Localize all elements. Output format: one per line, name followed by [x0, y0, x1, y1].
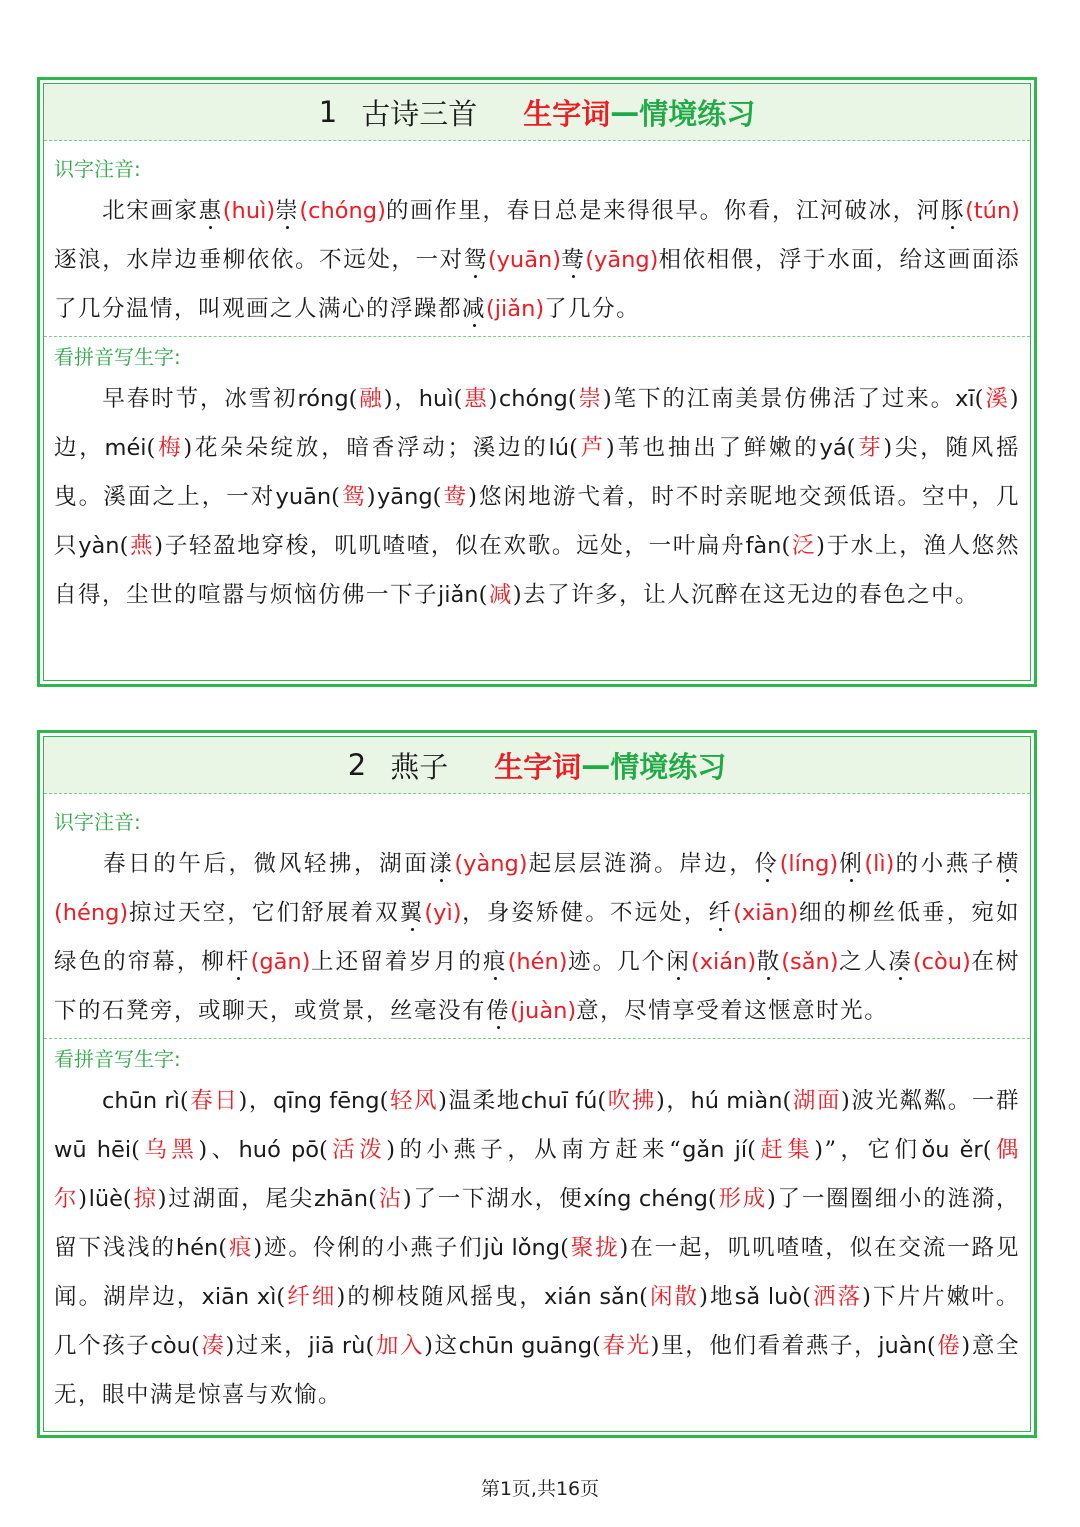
answer-char: 惠	[463, 386, 489, 412]
label-xiezi: 看拼音写生字:	[54, 345, 181, 369]
pinyin: xiān xì	[201, 1284, 277, 1310]
bracket: )	[488, 386, 499, 412]
pinyin: qīng fēng	[272, 1088, 380, 1114]
text-seg: 了几分。	[544, 296, 641, 322]
pinyin: (chóng)	[299, 198, 386, 224]
zhuyin-paragraph	[54, 840, 1020, 1036]
answer-char: 鸳	[341, 484, 367, 510]
answer-char: 沾	[378, 1186, 403, 1212]
target-char: 鸳	[463, 247, 488, 273]
pinyin: wū hēi	[54, 1137, 132, 1163]
lesson-header	[44, 737, 1030, 794]
text-seg: 早春时节，冰雪初	[102, 386, 298, 412]
text-seg: )，	[238, 1088, 273, 1114]
text-seg: 北宋画家	[102, 198, 199, 224]
text-seg: )的柳枝随风摇曳，	[336, 1284, 544, 1310]
lesson-header	[44, 84, 1030, 141]
pinyin: chūn guāng	[458, 1333, 592, 1359]
pinyin: (héng)	[54, 900, 129, 926]
lesson-card-1	[37, 77, 1037, 687]
pinyin: (tún)	[965, 198, 1020, 224]
answer-char: 梅	[156, 435, 184, 461]
pinyin: huó pō	[238, 1137, 320, 1163]
bracket: (	[597, 1088, 608, 1114]
bracket: (	[478, 582, 489, 608]
text-seg: 细的柳丝低垂，宛如绿色的帘幕，柳	[54, 900, 1020, 975]
text-seg: )下片片嫩叶。几个孩子	[54, 1284, 1020, 1359]
bracket: (	[591, 1333, 603, 1359]
text-seg: ，身姿矫健。不远处，	[461, 900, 709, 926]
pinyin: (yāng)	[585, 247, 659, 273]
text-seg: 一群	[971, 1088, 1021, 1114]
answer-char: 凑	[201, 1333, 226, 1359]
pinyin: (hén)	[507, 949, 568, 975]
bracket: (	[569, 435, 580, 461]
target-char: 鸯	[561, 247, 586, 273]
pinyin: yuān	[275, 484, 332, 510]
target-char: 闲	[666, 949, 691, 975]
tag-shengzici: 生字词	[494, 749, 582, 784]
bracket: (	[781, 533, 792, 559]
bracket: (	[131, 1137, 142, 1163]
text-seg: 的小燕子	[894, 851, 996, 877]
pinyin: ǒu ěr	[921, 1137, 983, 1163]
text-seg: )去了许多，让人沉醉在这无边的春色之中。	[512, 582, 980, 608]
text-seg: )的小燕子，从南方赶来“	[386, 1137, 683, 1163]
pinyin: (huì)	[222, 198, 276, 224]
pinyin: méi	[104, 435, 147, 461]
text-seg: 意，尽情享受着这惬意时光。	[576, 998, 889, 1024]
text-seg: 起层层涟漪。岸边，	[527, 851, 755, 877]
bracket: (	[218, 1235, 229, 1261]
text-seg: 的画作里，春日总是来得很早。你看，江河破冰，河	[385, 198, 941, 224]
text-seg: 之人	[838, 949, 889, 975]
pinyin: (lì)	[864, 851, 895, 877]
pinyin: (líng)	[779, 851, 839, 877]
pinyin: yá	[819, 435, 847, 461]
text-seg: )在一起，叽叽喳喳，似在交流一路见闻。湖岸边，	[54, 1235, 1020, 1310]
target-char: 痕	[483, 949, 508, 975]
pinyin: xián sǎn	[543, 1284, 640, 1310]
text-seg: )悠闲地游弋着，时不时亲昵地交颈低语。空中，几只	[54, 484, 1020, 559]
answer-char: 乌黑	[141, 1137, 199, 1163]
lesson-card-inner	[43, 736, 1031, 1432]
target-char: 伶	[754, 851, 780, 877]
text-seg: )苇也抽出了鲜嫩的	[605, 435, 820, 461]
text-seg: )，	[383, 386, 419, 412]
bracket: (	[974, 386, 985, 412]
lesson-title: 燕子	[390, 749, 449, 784]
answer-char: 洒落	[812, 1284, 863, 1310]
pinyin: hú miàn	[690, 1088, 783, 1114]
bracket: (	[331, 484, 342, 510]
text-seg: )里，他们看着燕子，	[650, 1333, 879, 1359]
pinyin: zhān	[313, 1186, 369, 1212]
answer-char: 鸯	[442, 484, 469, 510]
text-seg: )花朵朵绽放，暗香浮动；溪边的	[183, 435, 549, 461]
answer-char: 赶集	[757, 1137, 815, 1163]
target-char: 横	[995, 851, 1020, 877]
text-seg: )”，它们	[814, 1137, 922, 1163]
answer-char: 加入	[375, 1333, 425, 1359]
bracket: (	[276, 1284, 287, 1310]
bracket: (	[560, 1235, 571, 1261]
text-seg: )了一圈圈细小的涟漪，留下浅浅的	[54, 1186, 1020, 1261]
target-char: 倦	[486, 998, 511, 1024]
pinyin: chuī fú	[520, 1088, 598, 1114]
bracket: (	[982, 1137, 993, 1163]
pinyin: (xiān)	[733, 900, 799, 926]
text-seg: )温柔地	[438, 1088, 521, 1114]
text-seg: )地	[699, 1284, 735, 1310]
answer-char: 春日	[190, 1088, 239, 1114]
text-seg: )过来，	[225, 1333, 309, 1359]
page-footer: 第1页,共16页	[480, 1478, 600, 1500]
bracket: (	[146, 435, 157, 461]
answer-char: 春光	[602, 1333, 651, 1359]
label-xiezi: 看拼音写生字:	[54, 1047, 181, 1071]
pinyin: (yàng)	[454, 851, 528, 877]
pinyin: lú	[548, 435, 570, 461]
xiezi-paragraph	[54, 375, 1020, 620]
answer-char: 活泼	[329, 1137, 387, 1163]
answer-char: 偶尔	[54, 1137, 1020, 1212]
pinyin: (còu)	[912, 949, 971, 975]
label-zhuyin: 识字注音:	[54, 810, 141, 834]
answer-char: 溪	[984, 386, 1010, 412]
pinyin: juàn	[878, 1333, 927, 1359]
pinyin: (yì)	[424, 900, 462, 926]
bracket: (	[926, 1333, 938, 1359]
bracket: (	[782, 1088, 793, 1114]
answer-char: 泛	[791, 533, 817, 559]
lesson-card-inner	[43, 83, 1031, 681]
answer-char: 崇	[578, 386, 603, 412]
bracket: (	[802, 1284, 813, 1310]
target-char: 减	[462, 296, 487, 322]
text-seg: )了一下湖水，便	[402, 1186, 584, 1212]
text-seg: 在树下的石凳旁，或聊天，或赏景，丝毫没有	[54, 949, 1020, 1024]
pinyin: còu	[150, 1333, 191, 1359]
bracket: )	[78, 1186, 89, 1212]
bracket: (	[119, 533, 130, 559]
text-seg: )波光粼粼。	[841, 1088, 972, 1114]
xiezi-paragraph	[54, 1077, 1020, 1420]
lesson-card-2	[37, 730, 1037, 1438]
target-char: 杆	[225, 949, 251, 975]
text-seg: )这	[424, 1333, 459, 1359]
answer-char: 掠	[133, 1186, 158, 1212]
pinyin: róng	[297, 386, 349, 412]
text-seg: )，	[656, 1088, 691, 1114]
answer-char: 燕	[129, 533, 155, 559]
target-char: 散	[756, 949, 782, 975]
section-divider	[44, 336, 1030, 337]
answer-char: 吹拂	[607, 1088, 656, 1114]
answer-char: 芽	[856, 435, 884, 461]
pinyin: (xián)	[690, 949, 757, 975]
pinyin: yāng	[376, 484, 433, 510]
target-char: 漾	[429, 851, 455, 877]
tag-qingjing: 情境练习	[639, 96, 756, 131]
bracket: (	[747, 1137, 758, 1163]
tag-qingjing: 情境练习	[610, 749, 727, 784]
section-divider	[44, 1038, 1030, 1039]
answer-char: 闲散	[649, 1284, 700, 1310]
answer-char: 倦	[937, 1333, 962, 1359]
bracket: (	[319, 1137, 330, 1163]
pinyin: jù lǒng	[483, 1235, 561, 1261]
bracket: (	[122, 1186, 134, 1212]
bracket: (	[639, 1284, 650, 1310]
text-seg: )笔下的江南美景仿佛活了过来。	[602, 386, 956, 412]
pinyin: (yuān)	[487, 247, 562, 273]
bracket: (	[368, 1186, 379, 1212]
pinyin: lüè	[88, 1186, 123, 1212]
answer-char: 痕	[228, 1235, 254, 1261]
pinyin: chūn rì	[102, 1088, 180, 1114]
pinyin: (jiǎn)	[486, 296, 545, 322]
bracket: (	[453, 386, 464, 412]
bracket: (	[707, 1186, 719, 1212]
pinyin: chóng	[498, 386, 568, 412]
lesson-number: 2	[347, 748, 367, 782]
tag-dash: —	[581, 748, 611, 782]
answer-char: 减	[488, 582, 513, 608]
target-char: 豚	[940, 198, 966, 224]
text-seg: 上还留着岁月的	[310, 949, 483, 975]
answer-char: 纤细	[286, 1284, 337, 1310]
text-seg: )于水上，渔人悠然自得，尘世的喧嚣与烦恼仿佛一下子	[54, 533, 1020, 608]
bracket: (	[846, 435, 857, 461]
text-seg: 迹。几个	[567, 949, 667, 975]
answer-char: 湖面	[792, 1088, 842, 1114]
lesson-number: 1	[318, 95, 338, 129]
zhuyin-paragraph	[54, 187, 1020, 334]
text-seg: )子轻盈地穿梭，叽叽喳喳，似在欢歌。远处，一叶扁舟	[154, 533, 746, 559]
answer-char: 轻风	[389, 1088, 439, 1114]
answer-char: 融	[358, 386, 384, 412]
text-seg: )边，	[54, 386, 1020, 461]
label-zhuyin: 识字注音:	[54, 157, 141, 181]
pinyin: jiā rù	[308, 1333, 366, 1359]
target-char: 翼	[399, 900, 425, 926]
target-char: 俐	[838, 851, 865, 877]
target-char: 凑	[888, 949, 913, 975]
target-char: 纤	[708, 900, 734, 926]
pinyin: gǎn jí	[682, 1137, 748, 1163]
text-seg: )过湖面，尾尖	[157, 1186, 314, 1212]
pinyin: yàn	[78, 533, 120, 559]
text-seg: 相依相偎，浮于水面，给这画面添了几分温情，叫观画之人满心的浮躁都	[54, 247, 1020, 322]
pinyin: fàn	[745, 533, 782, 559]
bracket: (	[432, 484, 443, 510]
text-seg: )意全无，眼中满是惊喜与欢愉。	[54, 1333, 1020, 1408]
pinyin: xíng chéng	[583, 1186, 708, 1212]
bracket: (	[567, 386, 579, 412]
text-seg: )、	[198, 1137, 239, 1163]
tag-dash: —	[610, 95, 640, 129]
target-char: 惠	[198, 198, 223, 224]
pinyin: (sǎn)	[781, 949, 839, 975]
pinyin: hén	[175, 1235, 219, 1261]
bracket: (	[365, 1333, 376, 1359]
pinyin: xī	[955, 386, 975, 412]
target-char: 崇	[275, 198, 300, 224]
tag-shengzici: 生字词	[523, 96, 611, 131]
answer-char: 芦	[579, 435, 606, 461]
pinyin: (juàn)	[510, 998, 577, 1024]
text-seg: 逐浪，水岸边垂柳依依。不远处，一对	[54, 247, 464, 273]
text-seg: 掠过天空，它们舒展着双	[128, 900, 400, 926]
bracket: (	[348, 386, 359, 412]
bracket: )	[366, 484, 377, 510]
bracket: (	[179, 1088, 191, 1114]
answer-char: 形成	[718, 1186, 767, 1212]
pinyin: sǎ luò	[734, 1284, 803, 1310]
bracket: (	[379, 1088, 390, 1114]
text-seg: )尖，随风摇曳。溪面之上，一对	[54, 435, 1020, 510]
text-seg: )迹。伶俐的小燕子们	[253, 1235, 484, 1261]
pinyin: (gān)	[250, 949, 311, 975]
lesson-title: 古诗三首	[361, 96, 478, 131]
pinyin: huì	[418, 386, 454, 412]
bracket: (	[190, 1333, 202, 1359]
answer-char: 聚拢	[570, 1235, 620, 1261]
text-seg: 春日的午后，微风轻拂，湖面	[102, 851, 430, 877]
pinyin: jiǎn	[438, 582, 479, 608]
